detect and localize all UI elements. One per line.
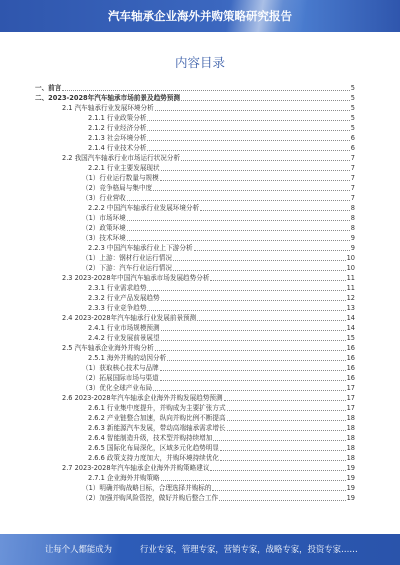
toc-entry-label: 2.6.5 国际化布局深化，区域多元化趋势明显 [88, 444, 219, 452]
toc-entry [35, 443, 355, 453]
toc-entry [35, 473, 355, 483]
toc-entry [35, 93, 355, 103]
report-footer-bar [0, 534, 400, 565]
toc-entry-label: （1）行业运行数量与规模 [82, 174, 159, 182]
toc-page-number: 16 [346, 354, 355, 362]
toc-entry-label: 2.4.1 行业市场规模预测 [88, 324, 160, 332]
toc-entry-label: （3）优化全球产业布局 [82, 384, 153, 392]
toc-entry [35, 453, 355, 463]
toc-dot-leader [212, 490, 345, 491]
toc-page-number: 19 [346, 494, 355, 502]
toc-dot-leader [153, 390, 345, 391]
toc-dot-leader [127, 220, 350, 221]
toc-entry [35, 253, 355, 263]
toc-entry [35, 323, 355, 333]
toc-entry [35, 313, 355, 323]
toc-page-number: 16 [346, 374, 355, 382]
toc-entry-label: 2.3.3 行业竞争趋势 [88, 304, 147, 312]
toc-entry-label: （1）获取核心技术与品牌 [82, 364, 159, 372]
toc-entry-label: （1）明确并购战略目标，合理选择并购标的 [82, 484, 212, 492]
toc-dot-leader [127, 240, 350, 241]
toc-page-number: 17 [346, 404, 355, 412]
toc-entry [35, 383, 355, 393]
toc-dot-leader [227, 430, 346, 431]
toc-entry-label: 2.7.1 企业海外并购策略 [88, 474, 160, 482]
toc-entry-label: 一、前言 [35, 84, 62, 92]
toc-entry [35, 343, 355, 353]
toc-entry [35, 463, 355, 473]
toc-entry [35, 283, 355, 293]
toc-dot-leader [173, 260, 346, 261]
toc-entry-label: 2.1.4 行业技术分析 [88, 144, 147, 152]
toc-page-number: 13 [346, 304, 355, 312]
toc-dot-leader [62, 90, 349, 91]
toc-dot-leader [155, 350, 346, 351]
toc-dot-leader [194, 250, 350, 251]
toc-page-number: 14 [346, 324, 355, 332]
toc-entry [35, 143, 355, 153]
toc-dot-leader [210, 280, 345, 281]
toc-entry-label: 2.1.1 行业政策分析 [88, 114, 147, 122]
toc-dot-leader [147, 140, 349, 141]
toc-dot-leader [147, 130, 349, 131]
toc-entry [35, 153, 355, 163]
toc-entry [35, 243, 355, 253]
toc-dot-leader [127, 200, 350, 201]
toc-entry-label: 2.7 2023-2028年汽车轴承企业海外并购策略建议 [62, 464, 210, 472]
report-title: 汽车轴承企业海外并购策略研究报告 [108, 9, 292, 23]
toc-page-number: 6 [350, 144, 355, 152]
toc-entry [35, 233, 355, 243]
toc-entry [35, 263, 355, 273]
toc-entry [35, 273, 355, 283]
toc-page-number: 19 [346, 474, 355, 482]
toc-page-number: 18 [346, 414, 355, 422]
toc-dot-leader [147, 290, 345, 291]
toc-entry-label: （2）拓展国际市场与渠道 [82, 374, 159, 382]
toc-page-number: 8 [350, 204, 355, 212]
toc-page-number: 5 [350, 84, 355, 92]
toc-page-number: 7 [350, 164, 355, 172]
toc-entry-label: 2.4.2 行业发展前景展望 [88, 334, 160, 342]
report-header-bar [0, 0, 400, 32]
toc-page-number: 18 [346, 444, 355, 452]
toc-dot-leader [127, 230, 350, 231]
toc-entry [35, 173, 355, 183]
toc-page-number: 9 [350, 234, 355, 242]
toc-dot-leader [155, 110, 350, 111]
toc-entry [35, 163, 355, 173]
toc-entry [35, 83, 355, 93]
toc-entry-label: 2.6 2023-2028年汽车轴承企业海外并购发展趋势预测 [62, 394, 223, 402]
toc-page-number: 5 [350, 114, 355, 122]
toc-entry-label: 2.6.4 智能制造升级，技术型并购持续增加 [88, 434, 213, 442]
toc-entry-label: （2）政策环境 [82, 224, 126, 232]
toc-page-number: 14 [346, 314, 355, 322]
toc-dot-leader [167, 360, 345, 361]
toc-entry-label: （2）竞争格局与集中度 [82, 184, 153, 192]
toc-dot-leader [181, 100, 350, 101]
toc-dot-leader [220, 460, 346, 461]
toc-entry-label: 二、2023-2028年汽车轴承市场前景及趋势预测 [35, 94, 180, 102]
toc-entry [35, 303, 355, 313]
toc-entry-label: 2.3.2 行业产品发展趋势 [88, 294, 160, 302]
toc-page-number: 11 [346, 284, 355, 292]
toc-page-number: 18 [346, 424, 355, 432]
toc-dot-leader [147, 310, 345, 311]
footer-roles: 行业专家，管理专家，营销专家，战略专家，投资专家…… [140, 544, 358, 554]
toc-entry-label: （2）下游：汽车行业运行情况 [82, 264, 172, 272]
toc-entry-label: 2.3.1 行业需求趋势 [88, 284, 147, 292]
toc-entry-label: （3）行业营收 [82, 194, 126, 202]
toc-entry-label: 2.6.1 行业集中度提升，并购成为主要扩张方式 [88, 404, 226, 412]
toc-dot-leader [210, 470, 345, 471]
footer-slogan: 让每个人都能成为 [45, 544, 112, 554]
toc-dot-leader [161, 480, 346, 481]
table-of-contents [35, 83, 355, 503]
toc-entry-label: （1）上游：钢材行业运行情况 [82, 254, 172, 262]
toc-page-number: 5 [350, 94, 355, 102]
toc-page-number: 18 [346, 454, 355, 462]
toc-dot-leader [220, 450, 346, 451]
toc-page-number: 17 [346, 394, 355, 402]
toc-page-number: 18 [346, 434, 355, 442]
toc-entry-label: 2.3 2023-2028年中国汽车轴承市场发展趋势分析 [62, 274, 210, 282]
toc-page-number: 8 [350, 214, 355, 222]
toc-entry [35, 133, 355, 143]
toc-page-number: 8 [350, 224, 355, 232]
toc-dot-leader [181, 160, 350, 161]
toc-dot-leader [161, 170, 350, 171]
toc-page-number: 5 [350, 104, 355, 112]
toc-page-number: 5 [350, 124, 355, 132]
toc-entry [35, 433, 355, 443]
toc-dot-leader [197, 320, 345, 321]
toc-heading: 内容目录 [174, 55, 225, 70]
toc-page-number: 19 [346, 464, 355, 472]
toc-page-number: 10 [346, 264, 355, 272]
toc-entry-label: 2.5.1 海外并购的动因分析 [88, 354, 167, 362]
toc-entry [35, 393, 355, 403]
toc-entry-label: 2.2 我国汽车轴承行业市场运行状况分析 [62, 154, 181, 162]
toc-page-number: 9 [350, 244, 355, 252]
toc-entry [35, 183, 355, 193]
toc-entry-label: 2.6.3 新能源汽车发展，带动高端轴承需求增长 [88, 424, 226, 432]
toc-entry-label: 2.1.3 社会环境分析 [88, 134, 147, 142]
toc-entry-label: （1）市场环境 [82, 214, 126, 222]
toc-dot-leader [147, 150, 349, 151]
toc-entry [35, 333, 355, 343]
toc-entry-label: 2.6.2 产业链整合加速，纵向并购比例不断提高 [88, 414, 226, 422]
toc-dot-leader [160, 370, 346, 371]
toc-entry [35, 403, 355, 413]
toc-dot-leader [161, 340, 346, 341]
toc-dot-leader [160, 380, 346, 381]
toc-page-number: 16 [346, 364, 355, 372]
toc-page-number: 19 [346, 484, 355, 492]
toc-page-number: 17 [346, 384, 355, 392]
toc-dot-leader [200, 210, 350, 211]
toc-page-number: 7 [350, 154, 355, 162]
toc-dot-leader [213, 440, 345, 441]
toc-entry [35, 223, 355, 233]
toc-entry [35, 113, 355, 123]
toc-entry [35, 353, 355, 363]
toc-entry-label: （3）技术环境 [82, 234, 126, 242]
toc-dot-leader [227, 420, 346, 421]
toc-entry [35, 123, 355, 133]
toc-page-number: 15 [346, 334, 355, 342]
toc-entry [35, 103, 355, 113]
toc-entry-label: 2.2.1 行业主要发展现状 [88, 164, 160, 172]
toc-dot-leader [161, 330, 346, 331]
toc-entry-label: 2.4 2023-2028年汽车轴承行业发展前景预测 [62, 314, 197, 322]
toc-entry [35, 203, 355, 213]
toc-page-number: 6 [350, 134, 355, 142]
toc-dot-leader [227, 410, 346, 411]
toc-entry-label: 2.2.2 中国汽车轴承行业发展环境分析 [88, 204, 200, 212]
toc-entry-label: （2）加强并购风险管控，做好并购后整合工作 [82, 494, 219, 502]
toc-dot-leader [224, 400, 346, 401]
toc-entry [35, 493, 355, 503]
toc-dot-leader [160, 180, 350, 181]
toc-entry [35, 363, 355, 373]
toc-page-number: 10 [346, 254, 355, 262]
toc-entry-label: 2.1 汽车轴承行业发展环境分析 [62, 104, 154, 112]
toc-entry [35, 213, 355, 223]
toc-entry [35, 193, 355, 203]
toc-entry [35, 413, 355, 423]
toc-entry-label: 2.1.2 行业经济分析 [88, 124, 147, 132]
toc-entry [35, 373, 355, 383]
toc-entry-label: 2.6.6 政策支持力度加大，并购环境持续优化 [88, 454, 219, 462]
toc-page-number: 11 [346, 274, 355, 282]
toc-entry [35, 293, 355, 303]
toc-page-number: 7 [350, 174, 355, 182]
toc-dot-leader [161, 300, 346, 301]
toc-page-number: 16 [346, 344, 355, 352]
toc-entry [35, 483, 355, 493]
toc-entry-label: 2.2.3 中国汽车轴承行业上下游分析 [88, 244, 193, 252]
toc-page-number: 7 [350, 194, 355, 202]
toc-page-number: 7 [350, 184, 355, 192]
toc-dot-leader [153, 190, 350, 191]
toc-entry [35, 423, 355, 433]
toc-dot-leader [173, 270, 346, 271]
toc-dot-leader [147, 120, 349, 121]
toc-page-number: 12 [346, 294, 355, 302]
toc-dot-leader [219, 500, 346, 501]
toc-entry-label: 2.5 汽车轴承企业海外并购分析 [62, 344, 154, 352]
